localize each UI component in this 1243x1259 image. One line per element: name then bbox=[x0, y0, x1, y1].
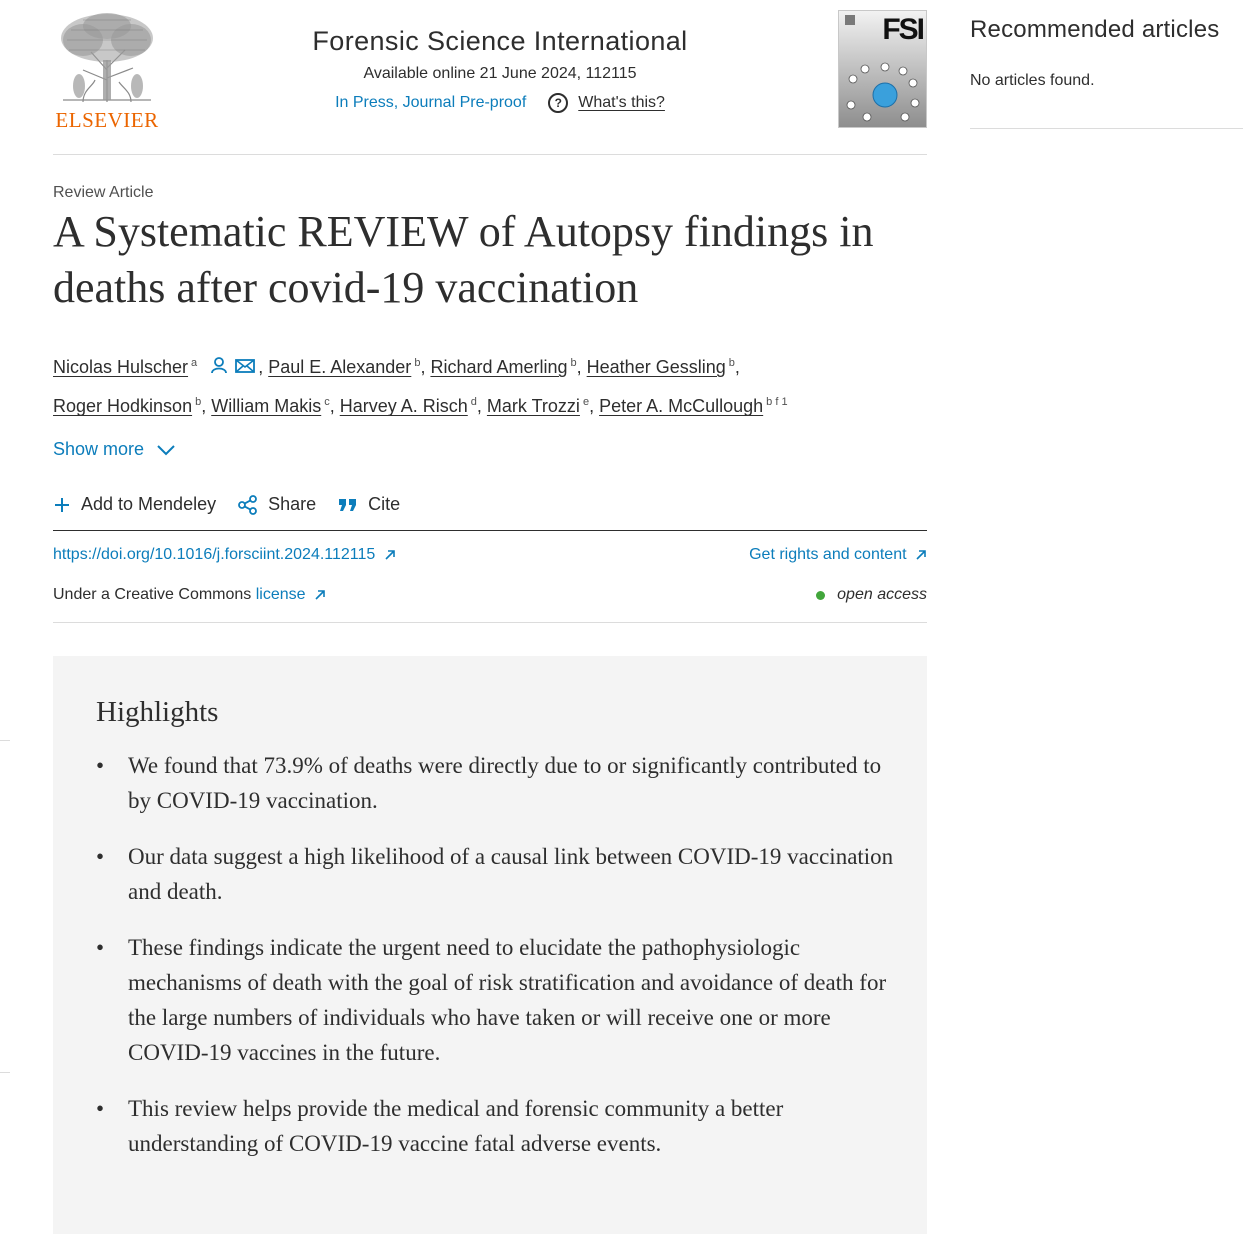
doi-link[interactable] bbox=[53, 546, 396, 564]
rights-text: Get rights and content bbox=[749, 546, 907, 563]
author-link[interactable]: Harvey A. Risch bbox=[339, 396, 468, 417]
highlight-item bbox=[96, 748, 896, 818]
recommended-articles-panel bbox=[970, 16, 1243, 90]
author-affiliation: d bbox=[470, 396, 477, 409]
sidebar-divider bbox=[970, 128, 1243, 129]
show-more-button[interactable] bbox=[53, 439, 176, 460]
author-link[interactable]: Richard Amerling bbox=[430, 357, 568, 377]
share-label: Share bbox=[268, 494, 317, 514]
journal-title-link[interactable]: Forensic Science International bbox=[312, 26, 688, 56]
open-access-dot bbox=[816, 591, 825, 600]
show-more-label: Show more bbox=[53, 439, 145, 459]
highlights-panel bbox=[53, 656, 927, 1234]
doi-text: https://doi.org/10.1016/j.forsciint.2024.112115 bbox=[53, 546, 376, 563]
highlight-item bbox=[96, 1091, 896, 1161]
header-divider bbox=[53, 154, 927, 155]
share-button[interactable] bbox=[238, 494, 316, 515]
license-info bbox=[53, 586, 326, 604]
author-affiliation: b bbox=[728, 357, 735, 369]
highlights-list bbox=[96, 748, 896, 1182]
mendeley-label: Add to Mendeley bbox=[81, 494, 217, 514]
quote-icon bbox=[338, 497, 358, 513]
cite-label: Cite bbox=[368, 494, 401, 514]
bullet-icon: • bbox=[96, 1096, 105, 1121]
open-access-badge bbox=[816, 586, 927, 604]
whats-this-label: What's this? bbox=[578, 94, 665, 111]
external-link-icon bbox=[314, 589, 326, 601]
license-prefix: Under a Creative Commons bbox=[53, 586, 252, 603]
author-link[interactable]: Roger Hodkinson bbox=[53, 396, 193, 417]
journal-header bbox=[200, 26, 800, 113]
availability-text: Available online 21 June 2024, 112115 bbox=[363, 65, 637, 82]
person-icon[interactable] bbox=[210, 351, 228, 385]
in-press-link[interactable]: In Press, Journal Pre-proof bbox=[335, 94, 527, 111]
highlight-text: We found that 73.9% of deaths were directly due to or significantly contributed to by COVID-19 vaccination. bbox=[128, 753, 882, 813]
author-link[interactable]: Heather Gessling bbox=[586, 357, 726, 377]
license-link[interactable] bbox=[256, 586, 326, 603]
cite-button[interactable] bbox=[338, 494, 400, 515]
recommended-title: Recommended articles bbox=[970, 16, 1220, 43]
question-icon: ? bbox=[548, 93, 568, 113]
article-status-row bbox=[200, 93, 800, 113]
external-link-icon bbox=[384, 549, 396, 561]
author-link[interactable]: Paul E. Alexander bbox=[268, 357, 412, 377]
journal-cover-image[interactable] bbox=[838, 10, 927, 128]
author-affiliation: a bbox=[191, 357, 198, 369]
highlight-text: Our data suggest a high likelihood of a causal link between COVID-19 vaccination and death. bbox=[128, 844, 894, 904]
highlight-text: These findings indicate the urgent need to elucidate the pathophysiologic mechanisms of death with the goal of risk stratification and avoidance of death for the large numbers of individuals who have taken or will receive one or more COVID-19 vaccines in the future. bbox=[128, 935, 887, 1065]
author-link[interactable]: William Makis bbox=[211, 396, 322, 417]
email-icon[interactable] bbox=[235, 351, 255, 385]
no-articles-text: No articles found. bbox=[970, 72, 1095, 89]
license-row bbox=[53, 586, 927, 604]
bullet-icon: • bbox=[96, 844, 105, 869]
external-link-icon bbox=[915, 549, 927, 561]
author-affiliation: b f 1 bbox=[766, 396, 788, 409]
bullet-icon: • bbox=[96, 935, 105, 960]
author-list: Nicolas Hulscher $^a$ , Paul E. Alexander $^b$, Richard Amerling $^b$, Heather Gessling $^b$, Roger Hodkinson $^b$, William Makis $^c$, Harvey A. Risch $^d$, Mark Trozzi $^e$, Peter A. McCullough $^{b f 1}$ bbox=[53, 346, 933, 423]
article-toolbar bbox=[53, 494, 400, 515]
license-link-text: license bbox=[255, 586, 306, 603]
plus-icon bbox=[53, 496, 71, 514]
author-affiliation: b bbox=[195, 396, 202, 409]
highlight-text: This review helps provide the medical and forensic community a better understanding of COVID-19 vaccine fatal adverse events. bbox=[128, 1096, 784, 1156]
article-title: A Systematic REVIEW of Autopsy findings in deaths after covid-19 vaccination bbox=[53, 207, 874, 312]
article-type-label: Review Article bbox=[53, 184, 154, 201]
bullet-icon: • bbox=[96, 753, 105, 778]
doi-row bbox=[53, 546, 927, 564]
left-edge-divider bbox=[0, 1072, 10, 1073]
author-affiliation: c bbox=[324, 396, 330, 409]
highlights-heading: Highlights bbox=[96, 696, 219, 728]
author-affiliation: e bbox=[582, 396, 590, 409]
cover-abbrev: FSI bbox=[882, 13, 923, 46]
author-link[interactable]: Mark Trozzi bbox=[486, 396, 580, 417]
author-affiliation: b bbox=[570, 357, 577, 369]
author-link[interactable]: Peter A. McCullough bbox=[599, 396, 764, 417]
get-rights-link[interactable] bbox=[749, 546, 927, 564]
author-affiliation: b bbox=[414, 357, 421, 369]
meta-divider bbox=[53, 622, 927, 623]
highlight-item bbox=[96, 839, 896, 909]
chevron-down-icon bbox=[156, 444, 176, 456]
elsevier-logo[interactable] bbox=[53, 10, 161, 130]
open-access-label: open access bbox=[837, 586, 927, 603]
elsevier-wordmark: ELSEVIER bbox=[55, 108, 159, 132]
whats-this-button[interactable] bbox=[548, 93, 665, 113]
author-link[interactable]: Nicolas Hulscher bbox=[53, 357, 189, 377]
toolbar-divider bbox=[53, 530, 927, 531]
left-edge-divider bbox=[0, 740, 10, 741]
add-to-mendeley-button[interactable] bbox=[53, 494, 216, 515]
tree-of-knowledge-icon bbox=[53, 10, 161, 106]
highlight-item bbox=[96, 930, 896, 1070]
share-icon bbox=[238, 495, 258, 515]
